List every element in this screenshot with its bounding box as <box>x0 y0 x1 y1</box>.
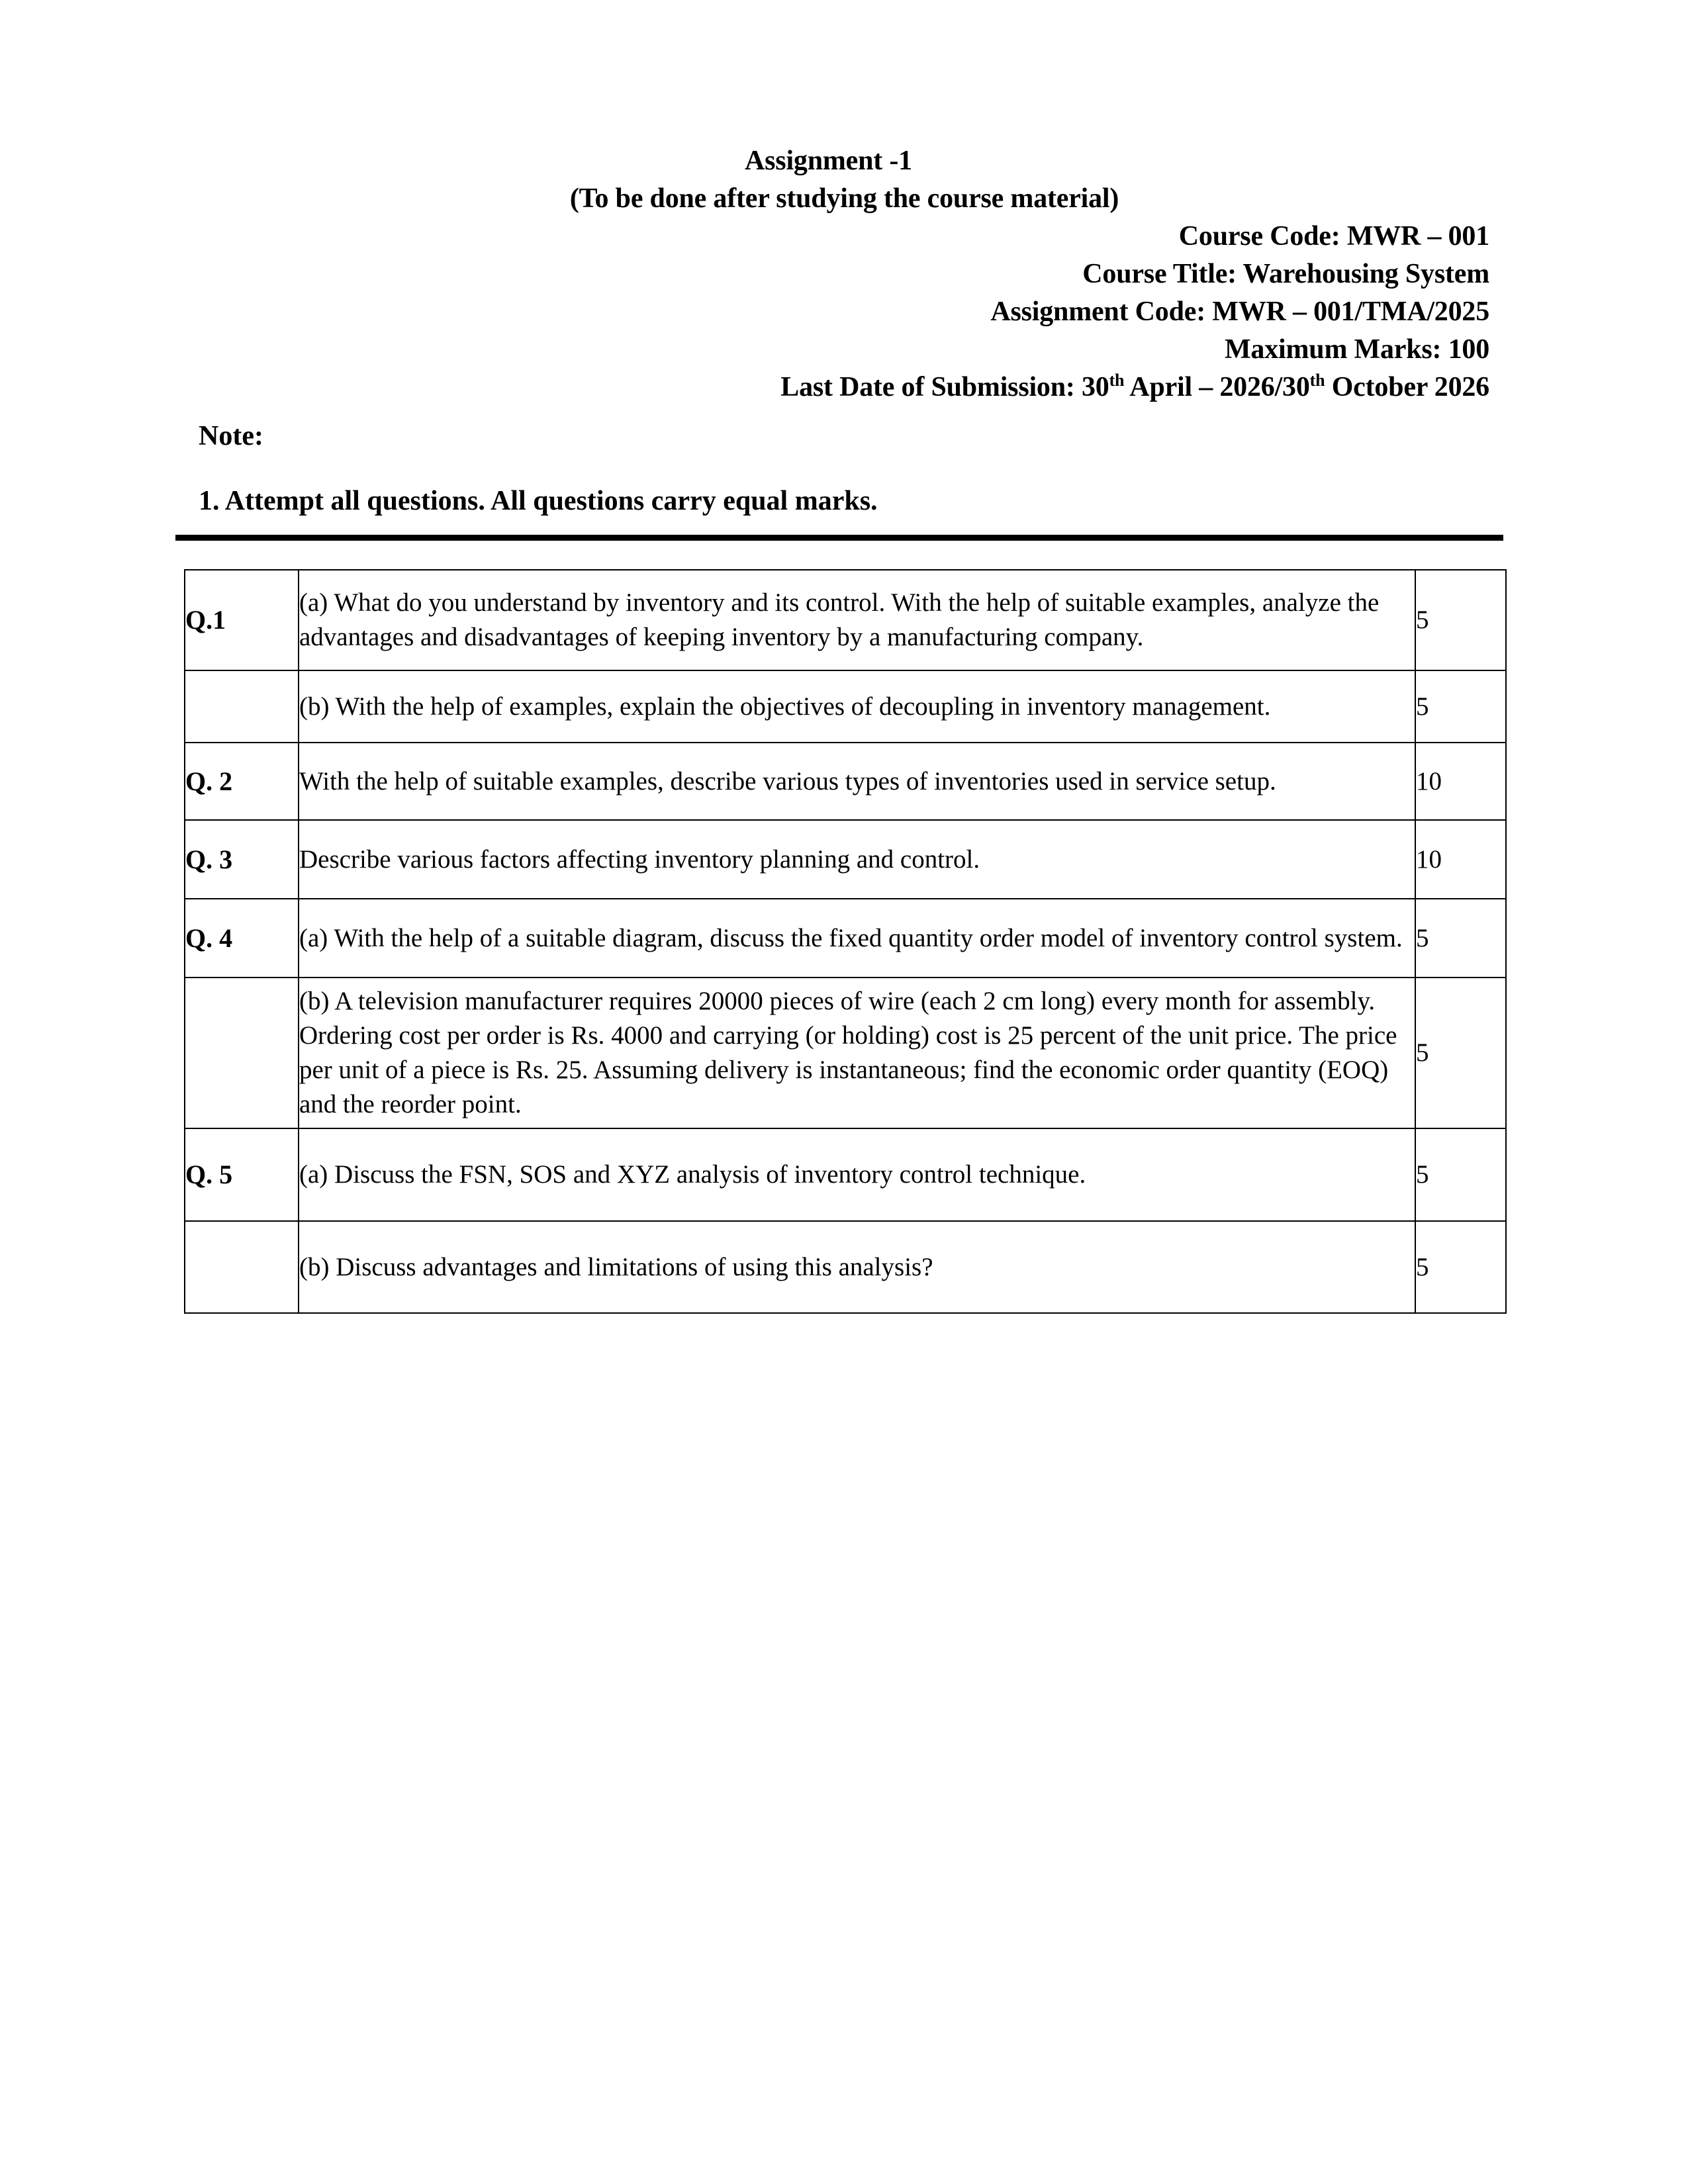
table-row <box>185 743 1506 820</box>
question-text-cell: (a) What do you understand by inventory and its control. With the help of suitable examples, analyze the advantages and disadvantages of keeping inventory by a manufacturing company. <box>299 570 1415 670</box>
question-marks-cell: 5 <box>1415 1221 1506 1313</box>
question-marks-cell: 10 <box>1415 820 1506 899</box>
document-content <box>184 0 1505 1314</box>
last-date-ordinal-second: th <box>1309 371 1325 390</box>
table-row <box>185 820 1506 899</box>
questions-table-body <box>185 570 1506 1313</box>
horizontal-rule <box>175 535 1503 541</box>
course-code-line: Course Code: MWR – 001 <box>1178 221 1489 251</box>
last-date-prefix: Last Date of Submission: 30 <box>780 372 1109 402</box>
question-marks-cell: 5 <box>1415 1128 1506 1221</box>
note-section <box>184 419 1505 518</box>
course-title-line: Course Title: Warehousing System <box>1082 259 1489 289</box>
question-text-cell: (a) With the help of a suitable diagram, discuss the fixed quantity order model of inventory control system. <box>299 899 1415 978</box>
assignment-title: Assignment -1 <box>745 146 912 176</box>
question-text-cell: (b) With the help of examples, explain the objectives of decoupling in inventory management. <box>299 670 1415 743</box>
question-text-cell: (b) Discuss advantages and limitations of using this analysis? <box>299 1221 1415 1313</box>
maximum-marks-line: Maximum Marks: 100 <box>1224 334 1489 365</box>
question-text-cell: With the help of suitable examples, describe various types of inventories used in service setup. <box>299 743 1415 820</box>
question-number-cell: Q.1 <box>185 570 299 670</box>
question-marks-cell: 5 <box>1415 978 1506 1128</box>
note-label: Note: <box>199 421 263 451</box>
question-marks-cell: 5 <box>1415 570 1506 670</box>
question-number-cell: Q. 3 <box>185 820 299 899</box>
last-date-middle: April – 2026/30 <box>1124 372 1310 402</box>
table-row <box>185 1221 1506 1313</box>
table-row <box>185 570 1506 670</box>
assignment-subtitle: (To be done after studying the course material) <box>569 183 1119 214</box>
document-header <box>184 0 1505 406</box>
questions-table <box>184 569 1507 1314</box>
question-number-cell <box>185 978 299 1128</box>
question-number-cell <box>185 670 299 743</box>
question-text-cell: Describe various factors affecting inventory planning and control. <box>299 820 1415 899</box>
last-date-line <box>184 369 1505 406</box>
question-marks-cell: 5 <box>1415 899 1506 978</box>
last-date-ordinal-first: th <box>1109 371 1125 390</box>
question-number-cell: Q. 2 <box>185 743 299 820</box>
table-row <box>185 899 1506 978</box>
question-text-cell: (b) A television manufacturer requires 20000 pieces of wire (each 2 cm long) every month for assembly. Ordering cost per order is Rs. 4000 and carrying (or holding) cost is 25 percent of the unit price. The price per unit of a piece is Rs. 25. Assuming delivery is instantaneous; find the economic order quantity (EOQ) and the reorder point. <box>299 978 1415 1128</box>
table-row <box>185 978 1506 1128</box>
note-item-1: 1. Attempt all questions. All questions carry equal marks. <box>199 486 878 516</box>
table-row <box>185 670 1506 743</box>
question-text-cell: (a) Discuss the FSN, SOS and XYZ analysis of inventory control technique. <box>299 1128 1415 1221</box>
table-row <box>185 1128 1506 1221</box>
last-date-suffix: October 2026 <box>1325 372 1489 402</box>
question-number-cell <box>185 1221 299 1313</box>
question-number-cell: Q. 5 <box>185 1128 299 1221</box>
question-marks-cell: 10 <box>1415 743 1506 820</box>
question-marks-cell: 5 <box>1415 670 1506 743</box>
question-number-cell: Q. 4 <box>185 899 299 978</box>
assignment-code-line: Assignment Code: MWR – 001/TMA/2025 <box>990 296 1489 327</box>
